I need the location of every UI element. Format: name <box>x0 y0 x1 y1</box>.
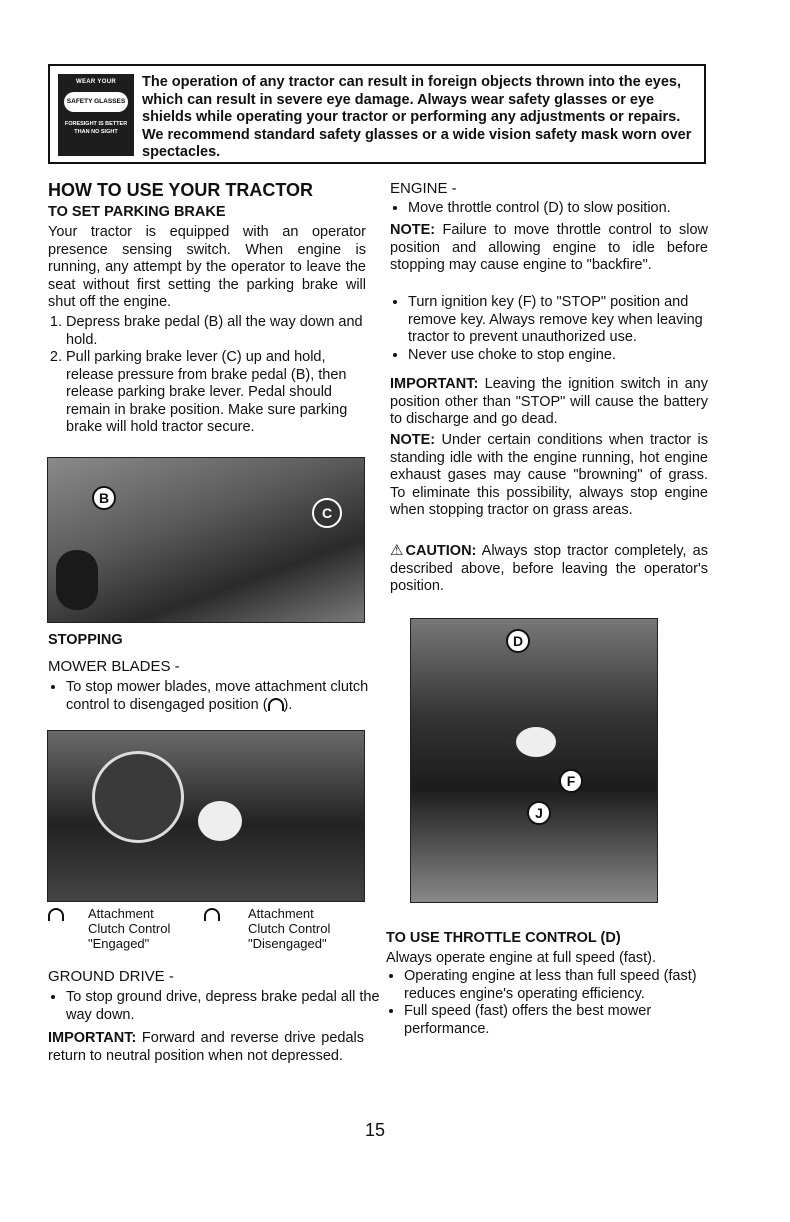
callout-d: D <box>506 629 530 653</box>
engine-note-2 <box>390 432 708 520</box>
caution-text: Always stop tractor completely, as described above, before leaving the operator's position. <box>390 543 708 594</box>
note2-text: Under certain conditions when tractor is standing idle with the engine running, hot engine exhaust gases may cause "browning" of grass. To eliminate this possibility, always stop engine when stopping tractor on grass areas. <box>390 432 708 518</box>
glasses-shape <box>64 92 128 112</box>
important-text: Forward and reverse drive pedals return to neutral position when not depressed. <box>48 1030 364 1064</box>
disengaged-line3: "Disengaged" <box>248 936 327 951</box>
callout-j: J <box>527 801 551 825</box>
mower-blades-label: MOWER BLADES - <box>48 658 180 675</box>
safety-warning-text: The operation of any tractor can result in foreign objects thrown into the eyes, which can result in severe eye damage. Always wear safety glasses or eye shields while operating your tractor or performing any adjustments or repairs. We recommend standard safety glasses or a wide vision safety mask worn over spectacles. <box>142 74 692 160</box>
icon-top-text: WEAR YOUR <box>76 79 116 85</box>
disengaged-caption-icon <box>204 908 220 921</box>
callout-b: B <box>92 486 116 510</box>
mower-bullet-end: ). <box>283 696 293 713</box>
engine-bullet-2: • Turn ignition key (F) to "STOP" position and remove key. Always remove key when leaving tractor to prevent unauthorized use. <box>408 294 726 347</box>
engine-note-1 <box>390 222 708 275</box>
throttle-list <box>386 968 726 1038</box>
disengaged-symbol-icon <box>268 698 284 711</box>
caution-label: CAUTION: <box>405 543 477 559</box>
disengaged-line1: Attachment <box>248 906 314 921</box>
disengaged-label <box>248 906 368 951</box>
clutch-control-photo <box>47 730 365 902</box>
engine-important <box>390 376 708 429</box>
engine-list-2 <box>390 294 726 364</box>
tire-shape <box>56 550 98 610</box>
engaged-line3: "Engaged" <box>88 936 150 951</box>
page-title: HOW TO USE YOUR TRACTOR <box>48 180 314 200</box>
parking-brake-photo <box>47 457 365 623</box>
parking-brake-heading: TO SET PARKING BRAKE <box>48 204 226 220</box>
important-label: IMPORTANT: <box>48 1030 137 1046</box>
throttle-bullet-2: • Full speed (fast) offers the best mower performance. <box>404 1003 726 1038</box>
throttle-intro: Always operate engine at full speed (fast). <box>386 950 657 966</box>
parking-brake-steps <box>48 314 366 437</box>
ground-drive-label: GROUND DRIVE - <box>48 968 174 985</box>
ground-important <box>48 1030 364 1065</box>
caution-warning-icon: ⚠ <box>390 542 406 559</box>
engine-list-1 <box>390 200 726 218</box>
parking-step-1: 1. Depress brake pedal (B) all the way down and hold. <box>66 314 366 349</box>
engine-bullet-1: • Move throttle control (D) to slow position. <box>408 200 726 218</box>
ground-drive-item: • To stop ground drive, depress brake pedal all the way down. <box>66 989 386 1024</box>
caution-block <box>390 542 708 596</box>
right-important-label: IMPORTANT: <box>390 376 479 392</box>
note1-text: Failure to move throttle control to slow position and allowing engine to idle before stopping may cause engine to "backfire". <box>390 222 708 273</box>
engine-label: ENGINE - <box>390 180 457 197</box>
parking-step-2: 2. Pull parking brake lever (C) up and hold, release pressure from brake pedal (B), then release parking brake lever. Pedal should remain in brake position. Make sure parking brake will hold tractor secure. <box>66 349 366 437</box>
stopping-heading: STOPPING <box>48 632 123 648</box>
engaged-line2: Clutch Control <box>88 921 171 936</box>
mower-bullet-text: To stop mower blades, move attachment clutch control to disengaged position ( <box>66 679 369 713</box>
knob-icon <box>516 727 556 757</box>
throttle-bullet-1: • Operating engine at less than full speed (fast) reduces engine's operating efficiency. <box>404 968 726 1003</box>
engaged-symbol-icon <box>48 908 64 921</box>
ground-drive-list <box>48 989 386 1024</box>
engine-bullet-3: • Never use choke to stop engine. <box>408 347 726 365</box>
right-important-text: Leaving the ignition switch in any position other than "STOP" will cause the battery to discharge and go dead. <box>390 376 708 427</box>
note2-label: NOTE: <box>390 432 436 448</box>
throttle-ignition-photo <box>410 618 658 903</box>
parking-brake-intro: Your tractor is equipped with an operator presence sensing switch. When engine is running, any attempt by the operator to leave the seat without first setting the parking brake will shut off the engine. <box>48 224 366 310</box>
icon-mid-text: SAFETY GLASSES <box>66 98 126 105</box>
safety-glasses-icon <box>58 74 134 156</box>
engaged-line1: Attachment <box>88 906 154 921</box>
page-number: 15 <box>365 1120 386 1140</box>
mower-blades-list <box>48 679 386 714</box>
mower-blades-item <box>66 679 386 714</box>
throttle-heading: TO USE THROTTLE CONTROL (D) <box>386 930 621 946</box>
clutch-symbol-dial-icon <box>92 751 184 843</box>
disengaged-line2: Clutch Control <box>248 921 331 936</box>
callout-c: C <box>312 498 342 528</box>
engaged-label <box>88 906 198 951</box>
callout-f: F <box>559 769 583 793</box>
knob-icon <box>198 801 242 841</box>
icon-bottom-text: FORESIGHT IS BETTER THAN NO SIGHT <box>64 121 128 135</box>
note1-label: NOTE: <box>390 222 436 238</box>
